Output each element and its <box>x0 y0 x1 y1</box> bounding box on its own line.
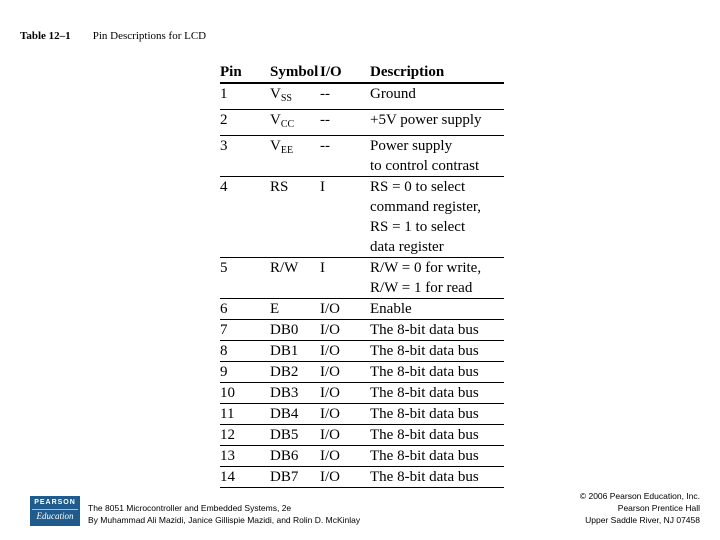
description-line: Ground <box>370 86 416 102</box>
pin-io: I/O <box>320 299 370 320</box>
table-caption <box>20 30 206 42</box>
pin-symbol <box>270 177 320 258</box>
pin-symbol <box>270 341 320 362</box>
table-body <box>220 83 504 488</box>
pin-io: I <box>320 177 370 258</box>
pin-io: I/O <box>320 320 370 341</box>
table-row <box>220 136 504 177</box>
pin-number: 8 <box>220 341 270 362</box>
copyright-line-1: © 2006 Pearson Education, Inc. <box>579 491 700 501</box>
description-line: R/W = 0 for write, <box>370 260 482 276</box>
pin-number: 7 <box>220 320 270 341</box>
pin-description <box>370 299 504 320</box>
symbol-text: V <box>270 112 281 128</box>
pin-symbol <box>270 446 320 467</box>
pin-table <box>220 62 504 488</box>
book-authors: By Muhammad Ali Mazidi, Janice Gillispie Mazidi, and Rolin D. McKinlay <box>88 515 361 525</box>
pin-symbol <box>270 320 320 341</box>
symbol-text: DB0 <box>270 322 299 338</box>
pin-number: 12 <box>220 425 270 446</box>
description-line: +5V power supply <box>370 112 482 128</box>
table-number: Table 12–1 <box>20 30 71 42</box>
pin-description <box>370 425 504 446</box>
pin-table-container <box>220 62 504 488</box>
logo-divider <box>32 509 78 510</box>
symbol-text: V <box>270 86 281 102</box>
description-line: Enable <box>370 301 412 317</box>
pin-description <box>370 404 504 425</box>
pin-number: 9 <box>220 362 270 383</box>
table-row <box>220 258 504 299</box>
pin-number: 11 <box>220 404 270 425</box>
pin-symbol <box>270 383 320 404</box>
pin-description <box>370 446 504 467</box>
symbol-subscript: SS <box>280 93 292 104</box>
pin-description <box>370 320 504 341</box>
table-row <box>220 362 504 383</box>
description-line: The 8-bit data bus <box>370 427 479 443</box>
logo-top-text: PEARSON <box>34 499 76 506</box>
header-io: I/O <box>320 62 370 83</box>
pin-number: 5 <box>220 258 270 299</box>
description-line: The 8-bit data bus <box>370 322 479 338</box>
pin-description <box>370 83 504 110</box>
table-title: Pin Descriptions for LCD <box>92 30 207 42</box>
description-line: The 8-bit data bus <box>370 385 479 401</box>
symbol-text: DB3 <box>270 385 299 401</box>
table-row <box>220 320 504 341</box>
pin-number: 10 <box>220 383 270 404</box>
pin-symbol <box>270 404 320 425</box>
pin-number: 2 <box>220 110 270 136</box>
pin-number: 6 <box>220 299 270 320</box>
pin-io: -- <box>320 110 370 136</box>
symbol-subscript: EE <box>280 145 294 156</box>
table-row <box>220 404 504 425</box>
symbol-text: DB2 <box>270 364 299 380</box>
copyright-line-2: Pearson Prentice Hall <box>617 503 700 513</box>
pin-description <box>370 383 504 404</box>
book-title: The 8051 Microcontroller and Embedded Systems, 2e <box>88 503 292 513</box>
pin-io: -- <box>320 83 370 110</box>
pin-io: I/O <box>320 467 370 488</box>
symbol-text: DB7 <box>270 469 299 485</box>
table-row <box>220 467 504 488</box>
pin-description <box>370 177 504 258</box>
pin-io: I/O <box>320 383 370 404</box>
table-row <box>220 177 504 258</box>
pin-io: I/O <box>320 362 370 383</box>
pin-symbol <box>270 425 320 446</box>
pin-number: 13 <box>220 446 270 467</box>
table-row <box>220 446 504 467</box>
table-row <box>220 383 504 404</box>
pin-number: 1 <box>220 83 270 110</box>
pin-description <box>370 110 504 136</box>
pin-description <box>370 258 504 299</box>
copyright-line-3: Upper Saddle River, NJ 07458 <box>585 515 700 525</box>
pin-io: I/O <box>320 446 370 467</box>
header-description: Description <box>370 62 504 83</box>
table-row <box>220 299 504 320</box>
pin-symbol <box>270 299 320 320</box>
pin-io: I <box>320 258 370 299</box>
pin-description <box>370 136 504 177</box>
symbol-subscript: CC <box>280 119 295 130</box>
book-credit <box>88 502 360 526</box>
symbol-text: V <box>270 138 281 154</box>
pin-symbol <box>270 136 320 177</box>
symbol-text: R/W <box>270 260 299 276</box>
pin-io: -- <box>320 136 370 177</box>
header-symbol: Symbol <box>270 62 320 83</box>
description-line: RS = 1 to select <box>370 219 466 235</box>
pin-symbol <box>270 83 320 110</box>
description-line: The 8-bit data bus <box>370 364 479 380</box>
pin-symbol <box>270 258 320 299</box>
description-line: RS = 0 to select <box>370 179 466 195</box>
description-line: The 8-bit data bus <box>370 448 479 464</box>
description-line: data register <box>370 239 444 255</box>
description-line: Power supply <box>370 138 453 154</box>
symbol-text: E <box>270 301 280 317</box>
description-line: command register, <box>370 199 482 215</box>
pin-symbol <box>270 467 320 488</box>
symbol-text: RS <box>270 179 289 195</box>
header-pin: Pin <box>220 62 270 83</box>
description-line: The 8-bit data bus <box>370 469 479 485</box>
pin-description <box>370 362 504 383</box>
table-row <box>220 341 504 362</box>
symbol-text: DB4 <box>270 406 299 422</box>
table-row <box>220 110 504 136</box>
logo-bottom-text: Education <box>36 511 74 521</box>
pin-symbol <box>270 362 320 383</box>
copyright-notice <box>580 490 700 526</box>
symbol-text: DB6 <box>270 448 299 464</box>
table-row <box>220 83 504 110</box>
pin-io: I/O <box>320 341 370 362</box>
table-header-row <box>220 62 504 83</box>
description-line: R/W = 1 for read <box>370 280 473 296</box>
pin-number: 14 <box>220 467 270 488</box>
pin-io: I/O <box>320 425 370 446</box>
symbol-text: DB5 <box>270 427 299 443</box>
description-line: to control contrast <box>370 158 480 174</box>
pin-description <box>370 341 504 362</box>
symbol-text: DB1 <box>270 343 299 359</box>
pin-symbol <box>270 110 320 136</box>
description-line: The 8-bit data bus <box>370 406 479 422</box>
table-row <box>220 425 504 446</box>
pin-io: I/O <box>320 404 370 425</box>
pearson-logo <box>30 496 80 526</box>
description-line: The 8-bit data bus <box>370 343 479 359</box>
pin-number: 4 <box>220 177 270 258</box>
pin-description <box>370 467 504 488</box>
pin-number: 3 <box>220 136 270 177</box>
